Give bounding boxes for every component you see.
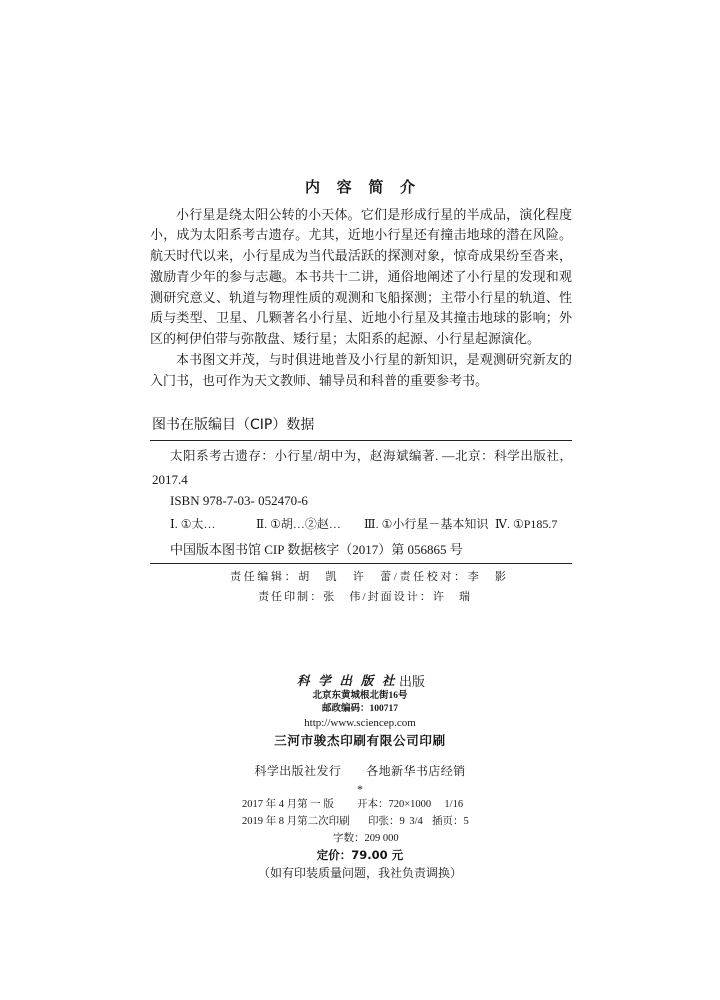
cip-classification-item: Ⅱ. ①胡…②赵… [256,517,341,531]
cip-date-line: 2017.4 [152,471,188,487]
publisher-postcode: 邮政编码：100717 [321,704,398,715]
cip-rule-bottom [150,563,572,564]
intro-paragraph-line: 本书图文并茂，与时俱进地普及小行星的新知识，是观测研究新友的 [176,351,572,367]
distributor-retail: 各地新华书店经销 [366,764,466,778]
publisher-logo: 科学出版社 [297,673,395,688]
intro-paragraph-line: 区的柯伊伯带与弥散盘、矮行星；太阳系的起源、小行星起源演化。 [150,331,541,346]
cip-classification-item: Ⅰ. ①太… [170,517,216,531]
quality-notice: （如有印装质量问题，我社负责调换） [257,866,462,880]
intro-paragraph-line: 航天时代以来，小行星成为当代最活跃的探测对象，惊奇成果纷至沓来， [150,248,572,263]
word-count: 字数：209 000 [333,832,399,844]
intro-title: 内 容 简 介 [305,177,415,196]
cip-heading: 图书在版编目（CIP）数据 [152,417,315,433]
intro-paragraph-line: 激励青少年的参与志趣。本书共十二讲，通俗地阐述了小行星的发现和观 [150,268,572,284]
printing-sheets: 印张：9 3/4 插页：5 [368,815,469,827]
distributor-publisher: 科学出版社发行 [254,764,342,778]
price-line: 定价：79.00 元 [316,848,404,863]
publisher-address: 北京东黄城根北街16号 [312,691,408,702]
intro-paragraph-line: 测研究意义、轨道与物理性质的观测和飞船探测；主带小行星的轨道、性 [150,289,572,305]
printing-date: 2019 年 8 月第二次印刷 [242,815,350,827]
cip-classification-item: Ⅲ. ①小行星－基本知识 [364,517,489,531]
intro-paragraph-line: 质与类型、卫星、几颗著名小行星、近地小行星及其撞击地球的影响；外 [150,310,572,326]
intro-paragraph-line: 小行星是绕太阳公转的小天体。它们是形成行星的半成品，演化程度 [176,206,572,222]
separator-asterisk: * [357,782,363,796]
cip-classification-item: Ⅳ. ①P185.7 [495,517,558,531]
edition-format: 开本：720×1000 1/16 [357,798,464,810]
distribution-line [0,765,720,777]
publisher-suffix: 出版 [399,673,426,689]
production-credits: 责任印制：张 伟/封面设计：许 瑞 [258,590,470,603]
edition-date: 2017 年 4 月第 一 版 [242,798,334,810]
cip-title-line: 太阳系考古遗存：小行星/胡中为，赵海斌编著. —北京：科学出版社， [170,448,572,463]
printer-line: 三河市骏杰印刷有限公司印刷 [274,732,446,748]
cip-isbn-line: ISBN 978-7-03- 052470-6 [170,492,308,508]
cip-record-number: 中国版本图书馆 CIP 数据核字（2017）第 056865 号 [170,541,463,557]
editor-credits: 责任编辑：胡 凯 许 蕾/责任校对：李 影 [230,570,506,583]
intro-paragraph-line: 小，成为太阳系考古遗存。尤其，近地小行星还有撞击地球的潜在风险。 [150,227,572,243]
cip-rule-top [150,440,572,441]
publisher-website: http://www.sciencep.com [304,716,416,729]
intro-paragraph-line: 入门书，也可作为天文教师、辅导员和科普的重要参考书。 [150,372,489,388]
